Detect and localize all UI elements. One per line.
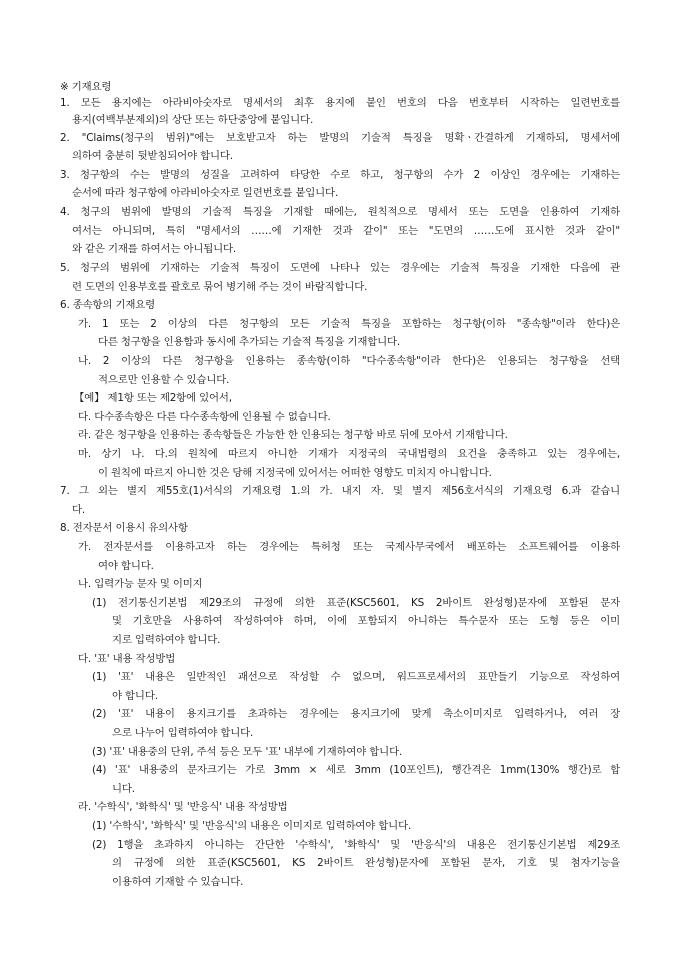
text-line: 으로 나누어 입력하여야 합니다. xyxy=(112,727,254,739)
text-line: (2) 1행을 초과하지 아니하는 간단한 '수학식', '화학식' 및 '반응식'의 내용은 전기통신기본법 제29조 xyxy=(92,839,620,851)
text-line: (4) '표' 내용중의 문자크기는 가로 3mm × 세로 3mm (10포인트), 행간격은 1mm(130% 행간)로 합 xyxy=(92,764,620,776)
text-line: 순서에 따라 청구항에 아라비아숫자로 일련번호를 붙입니다. xyxy=(72,187,339,199)
text-line: 이용하여 기재할 수 있습니다. xyxy=(112,876,244,888)
text-line: 가. 1 또는 2 이상의 다른 청구항의 모든 기술적 특징을 포함하는 청구항(이하 "종속항"이라 한다)은 xyxy=(78,318,620,330)
text-line: 다. 다수종속항은 다른 다수종속항에 인용될 수 없습니다. xyxy=(78,411,331,423)
text-line: 이 원칙에 따르지 아니한 것은 당해 지정국에 있어서는 어떠한 영향도 미치지 아니합니다. xyxy=(98,467,492,479)
text-line: 【예】 제1항 또는 제2항에 있어서, xyxy=(74,392,232,404)
text-line: 여서는 아니되며, 특히 "명세서의 ……에 기재한 것과 같이" 또는 "도면의 ……도에 표시한 것과 같이" xyxy=(72,225,620,237)
text-line: 6. 종속항의 기재요령 xyxy=(60,299,156,311)
text-line: 및 기호만을 사용하여 작성하여야 하며, 이에 포함되지 아니하는 특수문자 또는 도형 등은 이미 xyxy=(112,615,620,627)
text-line: 다. xyxy=(72,504,86,516)
text-line: (1) 전기통신기본법 제29조의 규정에 의한 표준(KSC5601, KS 2바이트 완성형)문자에 포함된 문자 xyxy=(92,597,620,609)
text-line: 적으로만 인용할 수 있습니다. xyxy=(98,374,230,386)
text-line: 마. 상기 나. 다.의 원칙에 따르지 아니한 기재가 지정국의 국내법령의 요건을 충족하고 있는 경우에는, xyxy=(78,448,620,460)
text-line: 여야 합니다. xyxy=(98,560,154,572)
text-line: 용지(여백부분제외)의 상단 또는 하단중앙에 붙입니다. xyxy=(72,114,314,126)
text-line: 나. 입력가능 문자 및 이미지 xyxy=(78,578,203,590)
text-line: 다른 청구항을 인용함과 동시에 추가되는 기술적 특징을 기재합니다. xyxy=(98,336,401,348)
text-line: 다. '표' 내용 작성방법 xyxy=(78,653,176,665)
text-line: 라. 같은 청구항을 인용하는 종속항들은 가능한 한 인용되는 청구항 바로 뒤에 모아서 기재합니다. xyxy=(78,429,508,441)
text-line: 5. 청구의 범위에 기재하는 기술적 특징이 도면에 나타나 있는 경우에는 기술적 특징을 기재한 다음에 관 xyxy=(60,262,620,274)
text-line: 7. 그 외는 별지 제55호(1)서식의 기재요령 1.의 가. 내지 자. 및 별지 제56호서식의 기재요령 6.과 같습니 xyxy=(60,485,620,497)
text-line: (3) '표' 내용중의 단위, 주석 등은 모두 '표' 내부에 기재하여야 합니다. xyxy=(92,746,403,758)
text-line: 련 도면의 인용부호를 괄호로 묶어 병기해 주는 것이 바람직합니다. xyxy=(72,281,368,293)
text-line: 라. '수학식', '화학식' 및 '반응식' 내용 작성방법 xyxy=(78,801,288,813)
text-line: 의 규정에 의한 표준(KSC5601, KS 2바이트 완성형)문자에 포함된 문자, 기호 및 첨자기능을 xyxy=(112,857,620,869)
text-line: 2. "Claims(청구의 범위)"에는 보호받고자 하는 발명의 기술적 특징을 명확ㆍ간결하게 기재하되, 명세서에 xyxy=(60,132,620,144)
section-heading: ※ 기재요령 xyxy=(60,81,112,93)
text-line: (2) '표' 내용이 용지크기를 초과하는 경우에는 용지크기에 맞게 축소이미지로 입력하거나, 여러 장 xyxy=(92,708,620,720)
text-line: 나. 2 이상의 다른 청구항을 인용하는 종속항(이하 "다수종속항"이라 한다)은 인용되는 청구항을 선택 xyxy=(78,355,620,367)
text-line: 3. 청구항의 수는 발명의 성질을 고려하여 타당한 수로 하고, 청구항의 수가 2 이상인 경우에는 기재하는 xyxy=(60,169,620,181)
text-line: 니다. xyxy=(112,783,135,795)
text-line: 야 합니다. xyxy=(112,690,158,702)
text-line: 1. 모든 용지에는 아라비아숫자로 명세서의 최후 용지에 붙인 번호의 다음 번호부터 시작하는 일련번호를 xyxy=(60,97,620,109)
text-line: 의하여 충분히 뒷받침되어야 합니다. xyxy=(72,150,233,162)
text-line: (1) '표' 내용은 일반적인 괘선으로 작성할 수 없으며, 워드프로세서의 표만들기 기능으로 작성하여 xyxy=(92,671,620,683)
text-line: 4. 청구의 범위에 발명의 기술적 특징을 기재할 때에는, 원칙적으로 명세서 또는 도면을 인용하여 기재하 xyxy=(60,206,620,218)
text-line: (1) '수학식', '화학식' 및 '반응식'의 내용은 이미지로 입력하여야 합니다. xyxy=(92,820,412,832)
text-line: 와 같은 기재를 하여서는 아니됩니다. xyxy=(72,243,237,255)
text-line: 8. 전자문서 이용시 유의사항 xyxy=(60,522,188,534)
text-line: 가. 전자문서를 이용하고자 하는 경우에는 특허청 또는 국제사무국에서 배포하는 소프트웨어를 이용하 xyxy=(78,541,620,553)
text-line: 지로 입력하여야 합니다. xyxy=(112,634,221,646)
